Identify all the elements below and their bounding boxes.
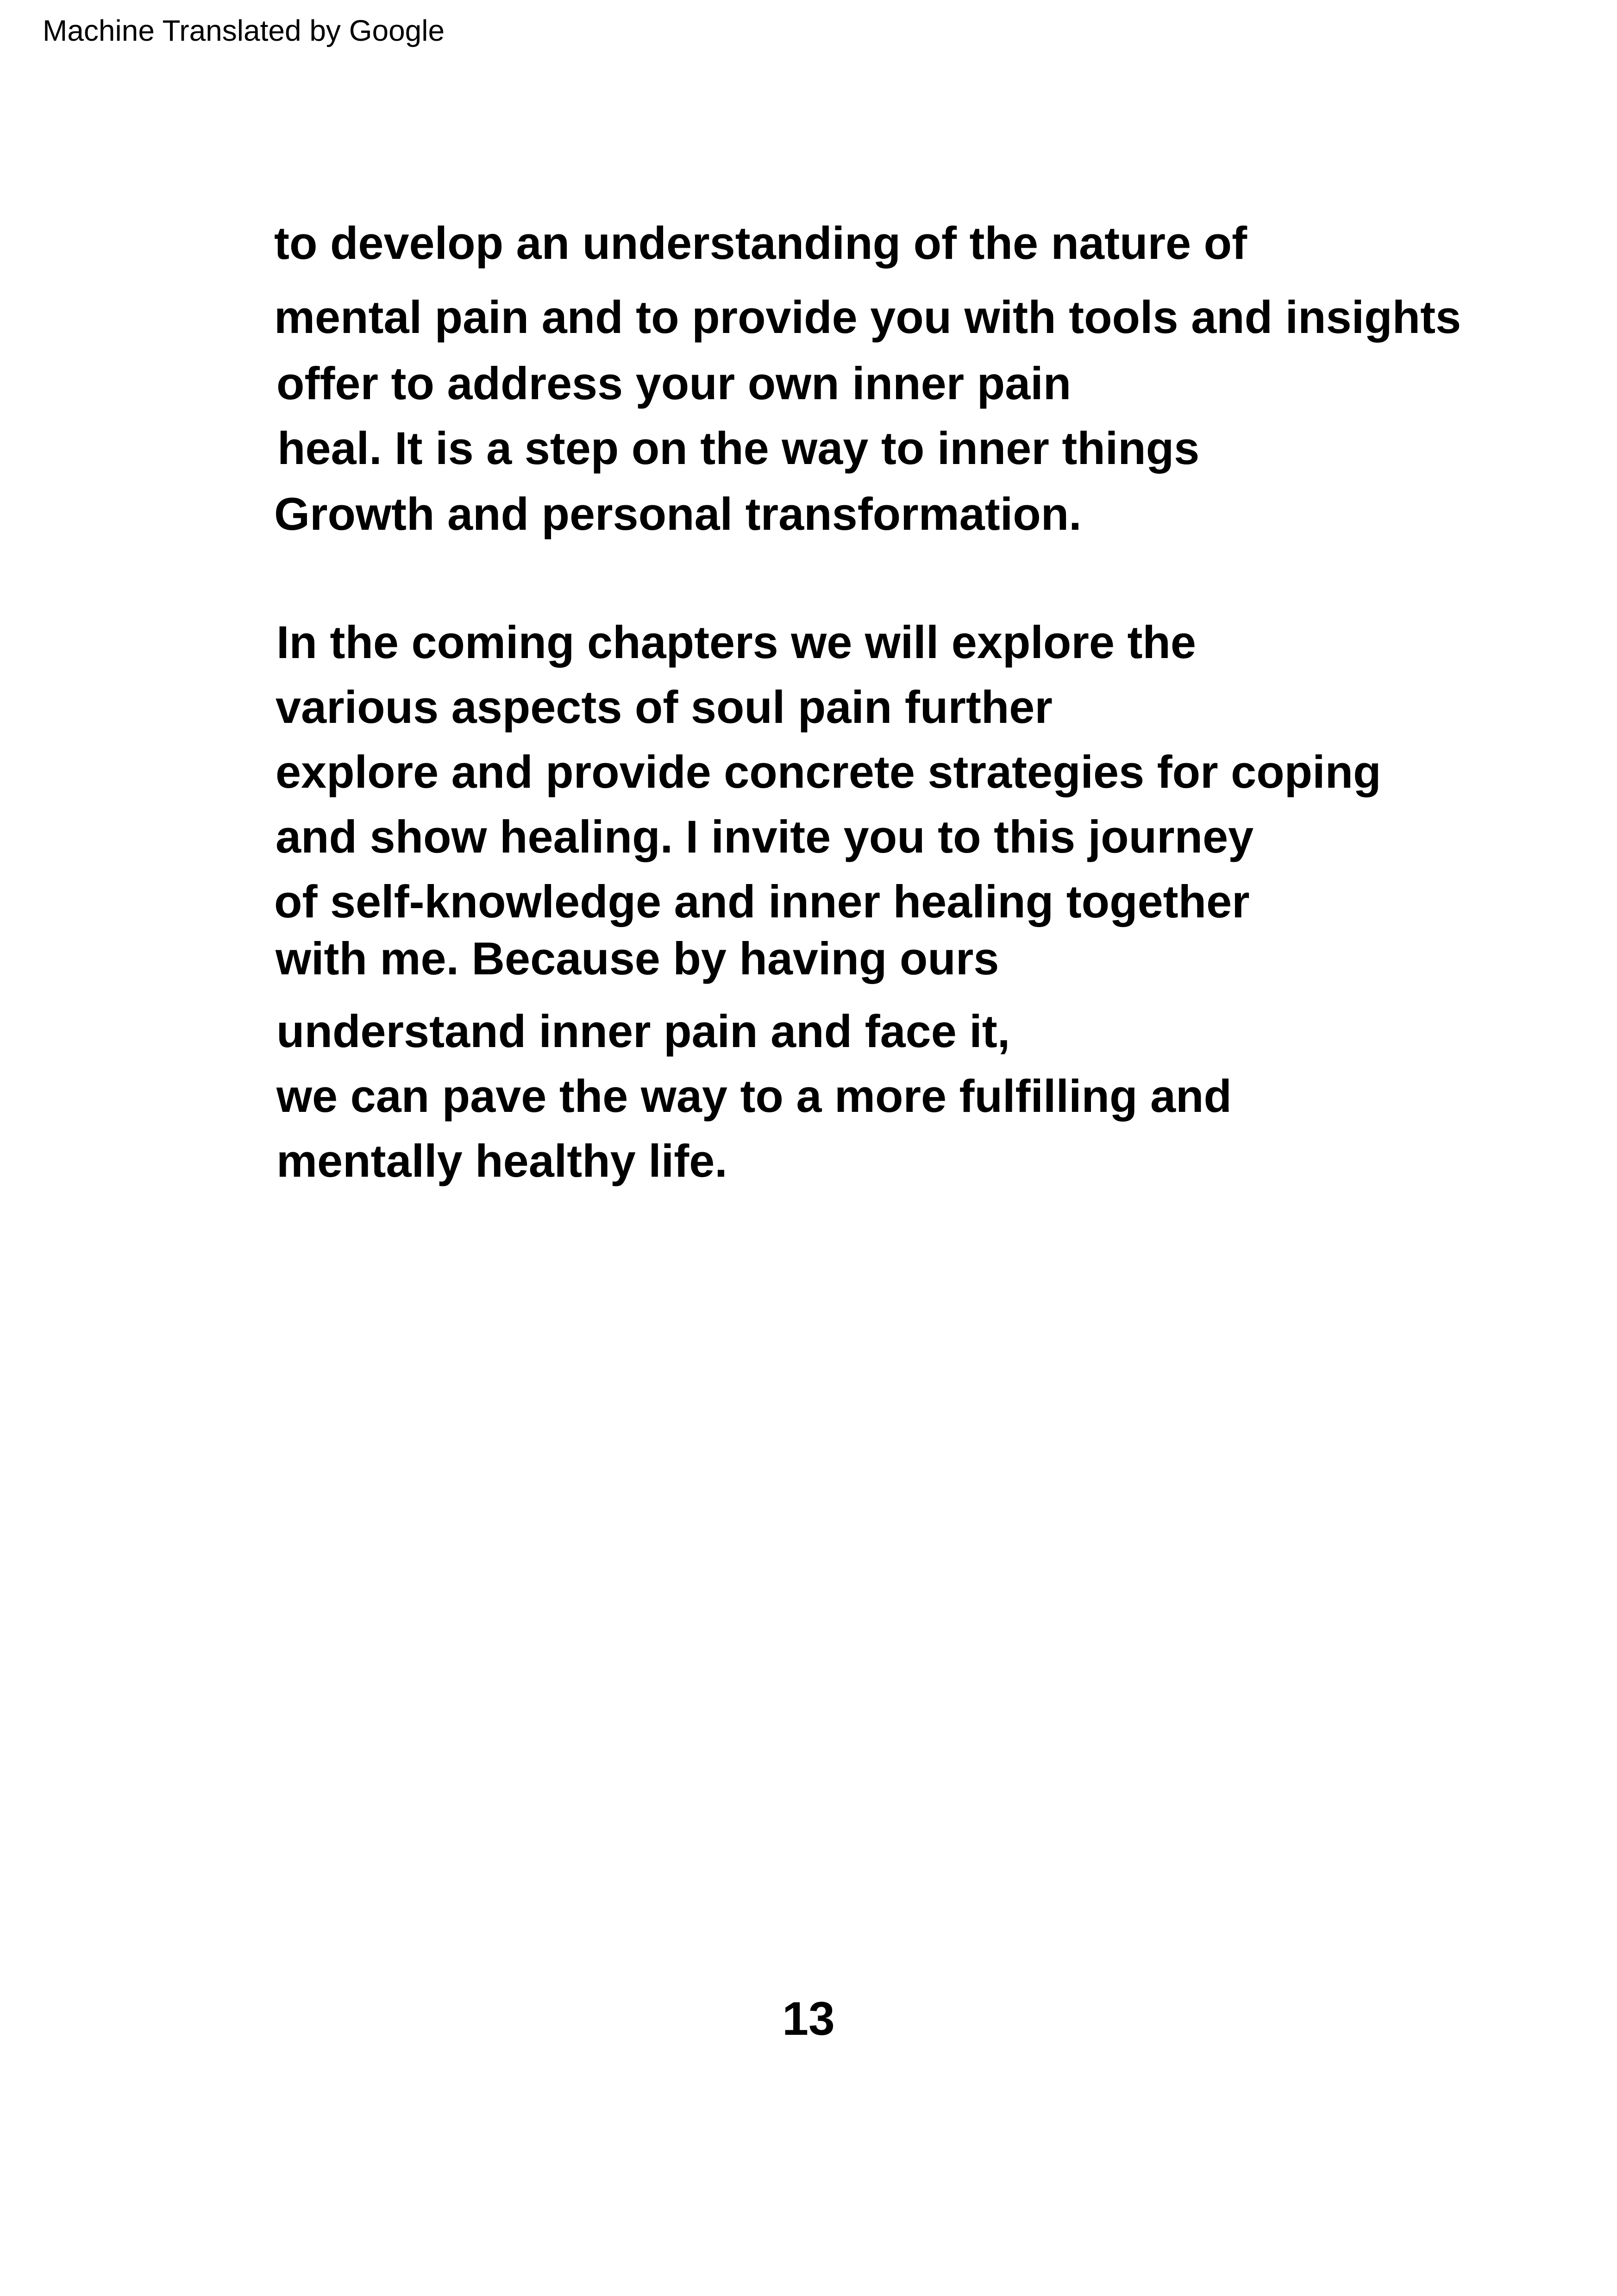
text-line: heal. It is a step on the way to inner things xyxy=(277,422,1200,474)
text-line: In the coming chapters we will explore the xyxy=(276,616,1196,668)
text-line: Growth and personal transformation. xyxy=(274,488,1082,539)
text-line: we can pave the way to a more fulfilling and xyxy=(276,1070,1232,1122)
page-number: 13 xyxy=(782,1992,835,2045)
text-line: understand inner pain and face it, xyxy=(276,1005,1010,1057)
text-line: offer to address your own inner pain xyxy=(276,358,1072,409)
text-line: to develop an understanding of the nature of xyxy=(274,217,1247,269)
text-line: mental pain and to provide you with tools and insights xyxy=(274,291,1461,343)
text-line: and show healing. I invite you to this journey xyxy=(276,811,1254,862)
text-line: mentally healthy life. xyxy=(276,1135,727,1186)
machine-translation-notice: Machine Translated by Google xyxy=(43,14,445,47)
text-line: with me. Because by having ours xyxy=(276,933,999,984)
text-line: of self-knowledge and inner healing together xyxy=(274,876,1250,927)
text-line: various aspects of soul pain further xyxy=(276,681,1053,733)
text-line: explore and provide concrete strategies for coping xyxy=(276,746,1381,797)
